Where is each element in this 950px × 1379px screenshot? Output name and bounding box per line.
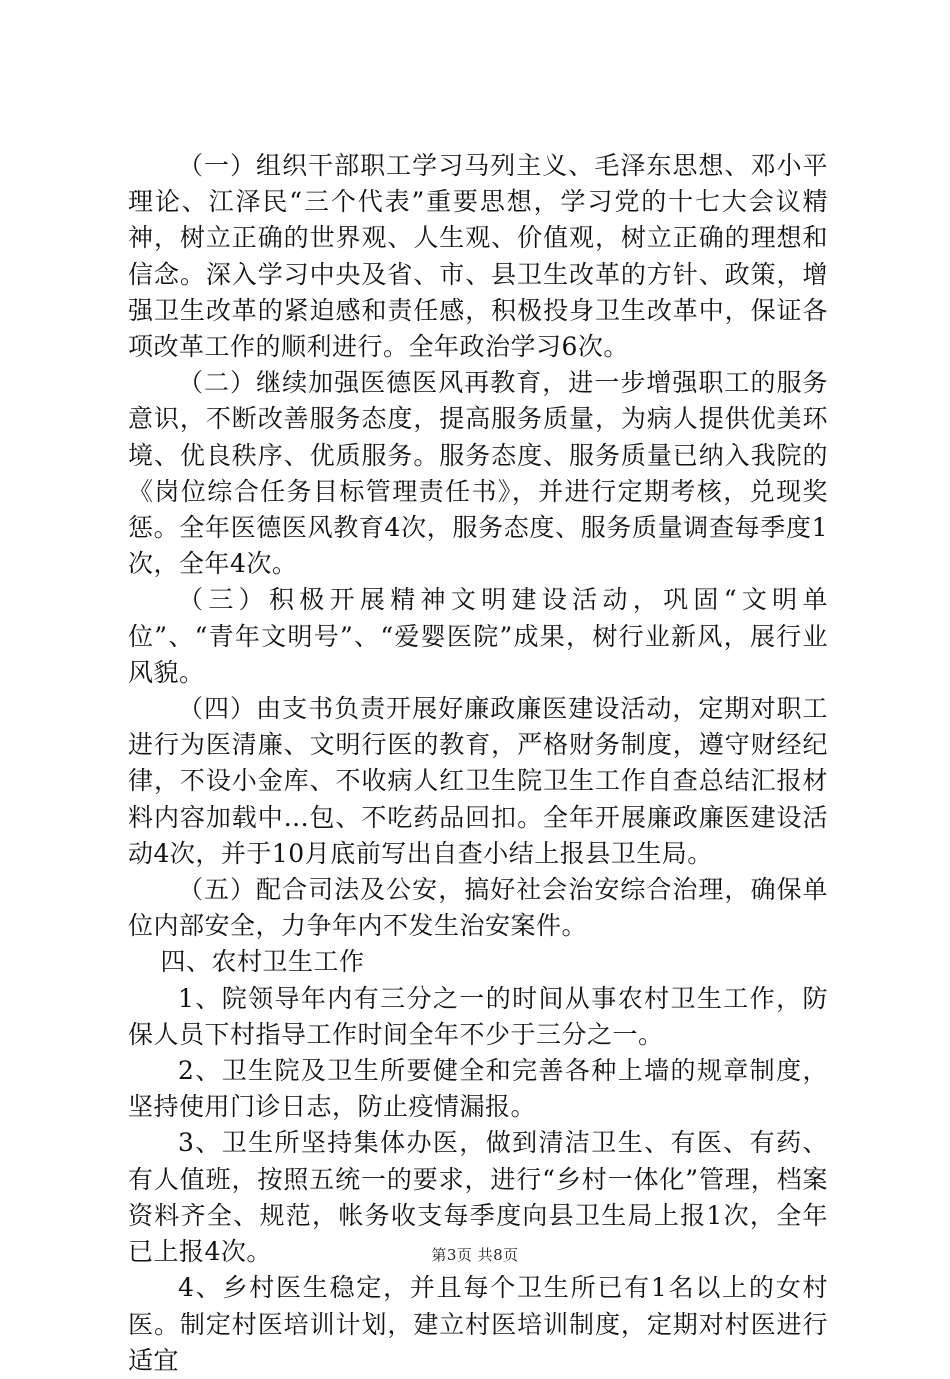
paragraph-2: （二）继续加强医德医风再教育，进一步增强职工的服务意识，不断改善服务态度，提高服务质量，为病人提供优美环境、优良秩序、优质服务。服务态度、服务质量已纳入我院的《岗位综合任务目标管理责任书》，并进行定期考核，兑现奖惩。全年医德医风教育4次，服务态度、服务质量调查每季度1次，全年4次。 — [128, 368, 828, 579]
paragraph-7: 2、卫生院及卫生所要健全和完善各种上墙的规章制度，坚持使用门诊日志，防止疫情漏报。 — [128, 1056, 828, 1122]
paragraph-5: （五）配合司法及公安，搞好社会治安综合治理，确保单位内部安全，力争年内不发生治安案件。 — [128, 875, 828, 941]
paragraph-9: 4、乡村医生稳定，并且每个卫生所已有1名以上的女村医。制定村医培训计划，建立村医培训制度，定期对村医进行适宜 — [128, 1273, 828, 1375]
paragraph-3: （三）积极开展精神文明建设活动，巩固“文明单位”、“青年文明号”、“爱婴医院”成果，树行业新风，展行业风貌。 — [128, 585, 828, 687]
paragraph-1: （一）组织干部职工学习马列主义、毛泽东思想、邓小平理论、江泽民“三个代表”重要思想，学习党的十七大会议精神，树立正确的世界观、人生观、价值观，树立正确的理想和信念。深入学习中央及省、市、县卫生改革的方针、政策，增强卫生改革的紧迫感和责任感，积极投身卫生改革中，保证各项改革工作的顺利进行。全年政治学习6次。 — [128, 151, 828, 362]
paragraph-8: 3、卫生所坚持集体办医，做到清洁卫生、有医、有药、有人值班，按照五统一的要求，进行“乡村一体化”管理，档案资料齐全、规范，帐务收支每季度向县卫生局上报1次，全年已上报4次。 — [128, 1128, 828, 1267]
section-heading-rural-health: 四、农村卫生工作 — [160, 947, 365, 977]
document-body — [128, 148, 828, 1379]
paragraph-6: 1、院领导年内有三分之一的时间从事农村卫生工作，防保人员下村指导工作时间全年不少于三分之一。 — [128, 983, 828, 1049]
page-number-footer: 第3页 共8页 — [431, 1246, 519, 1264]
paragraph-4: （四）由支书负责开展好廉政廉医建设活动，定期对职工进行为医清廉、文明行医的教育，严格财务制度，遵守财经纪律，不设小金库、不收病人红卫生院卫生工作自查总结汇报材料内容加载中...包、不吃药品回扣。全年开展廉政廉医建设活动4次，并于10月底前写出自查小结上报县卫生局。 — [128, 694, 828, 868]
